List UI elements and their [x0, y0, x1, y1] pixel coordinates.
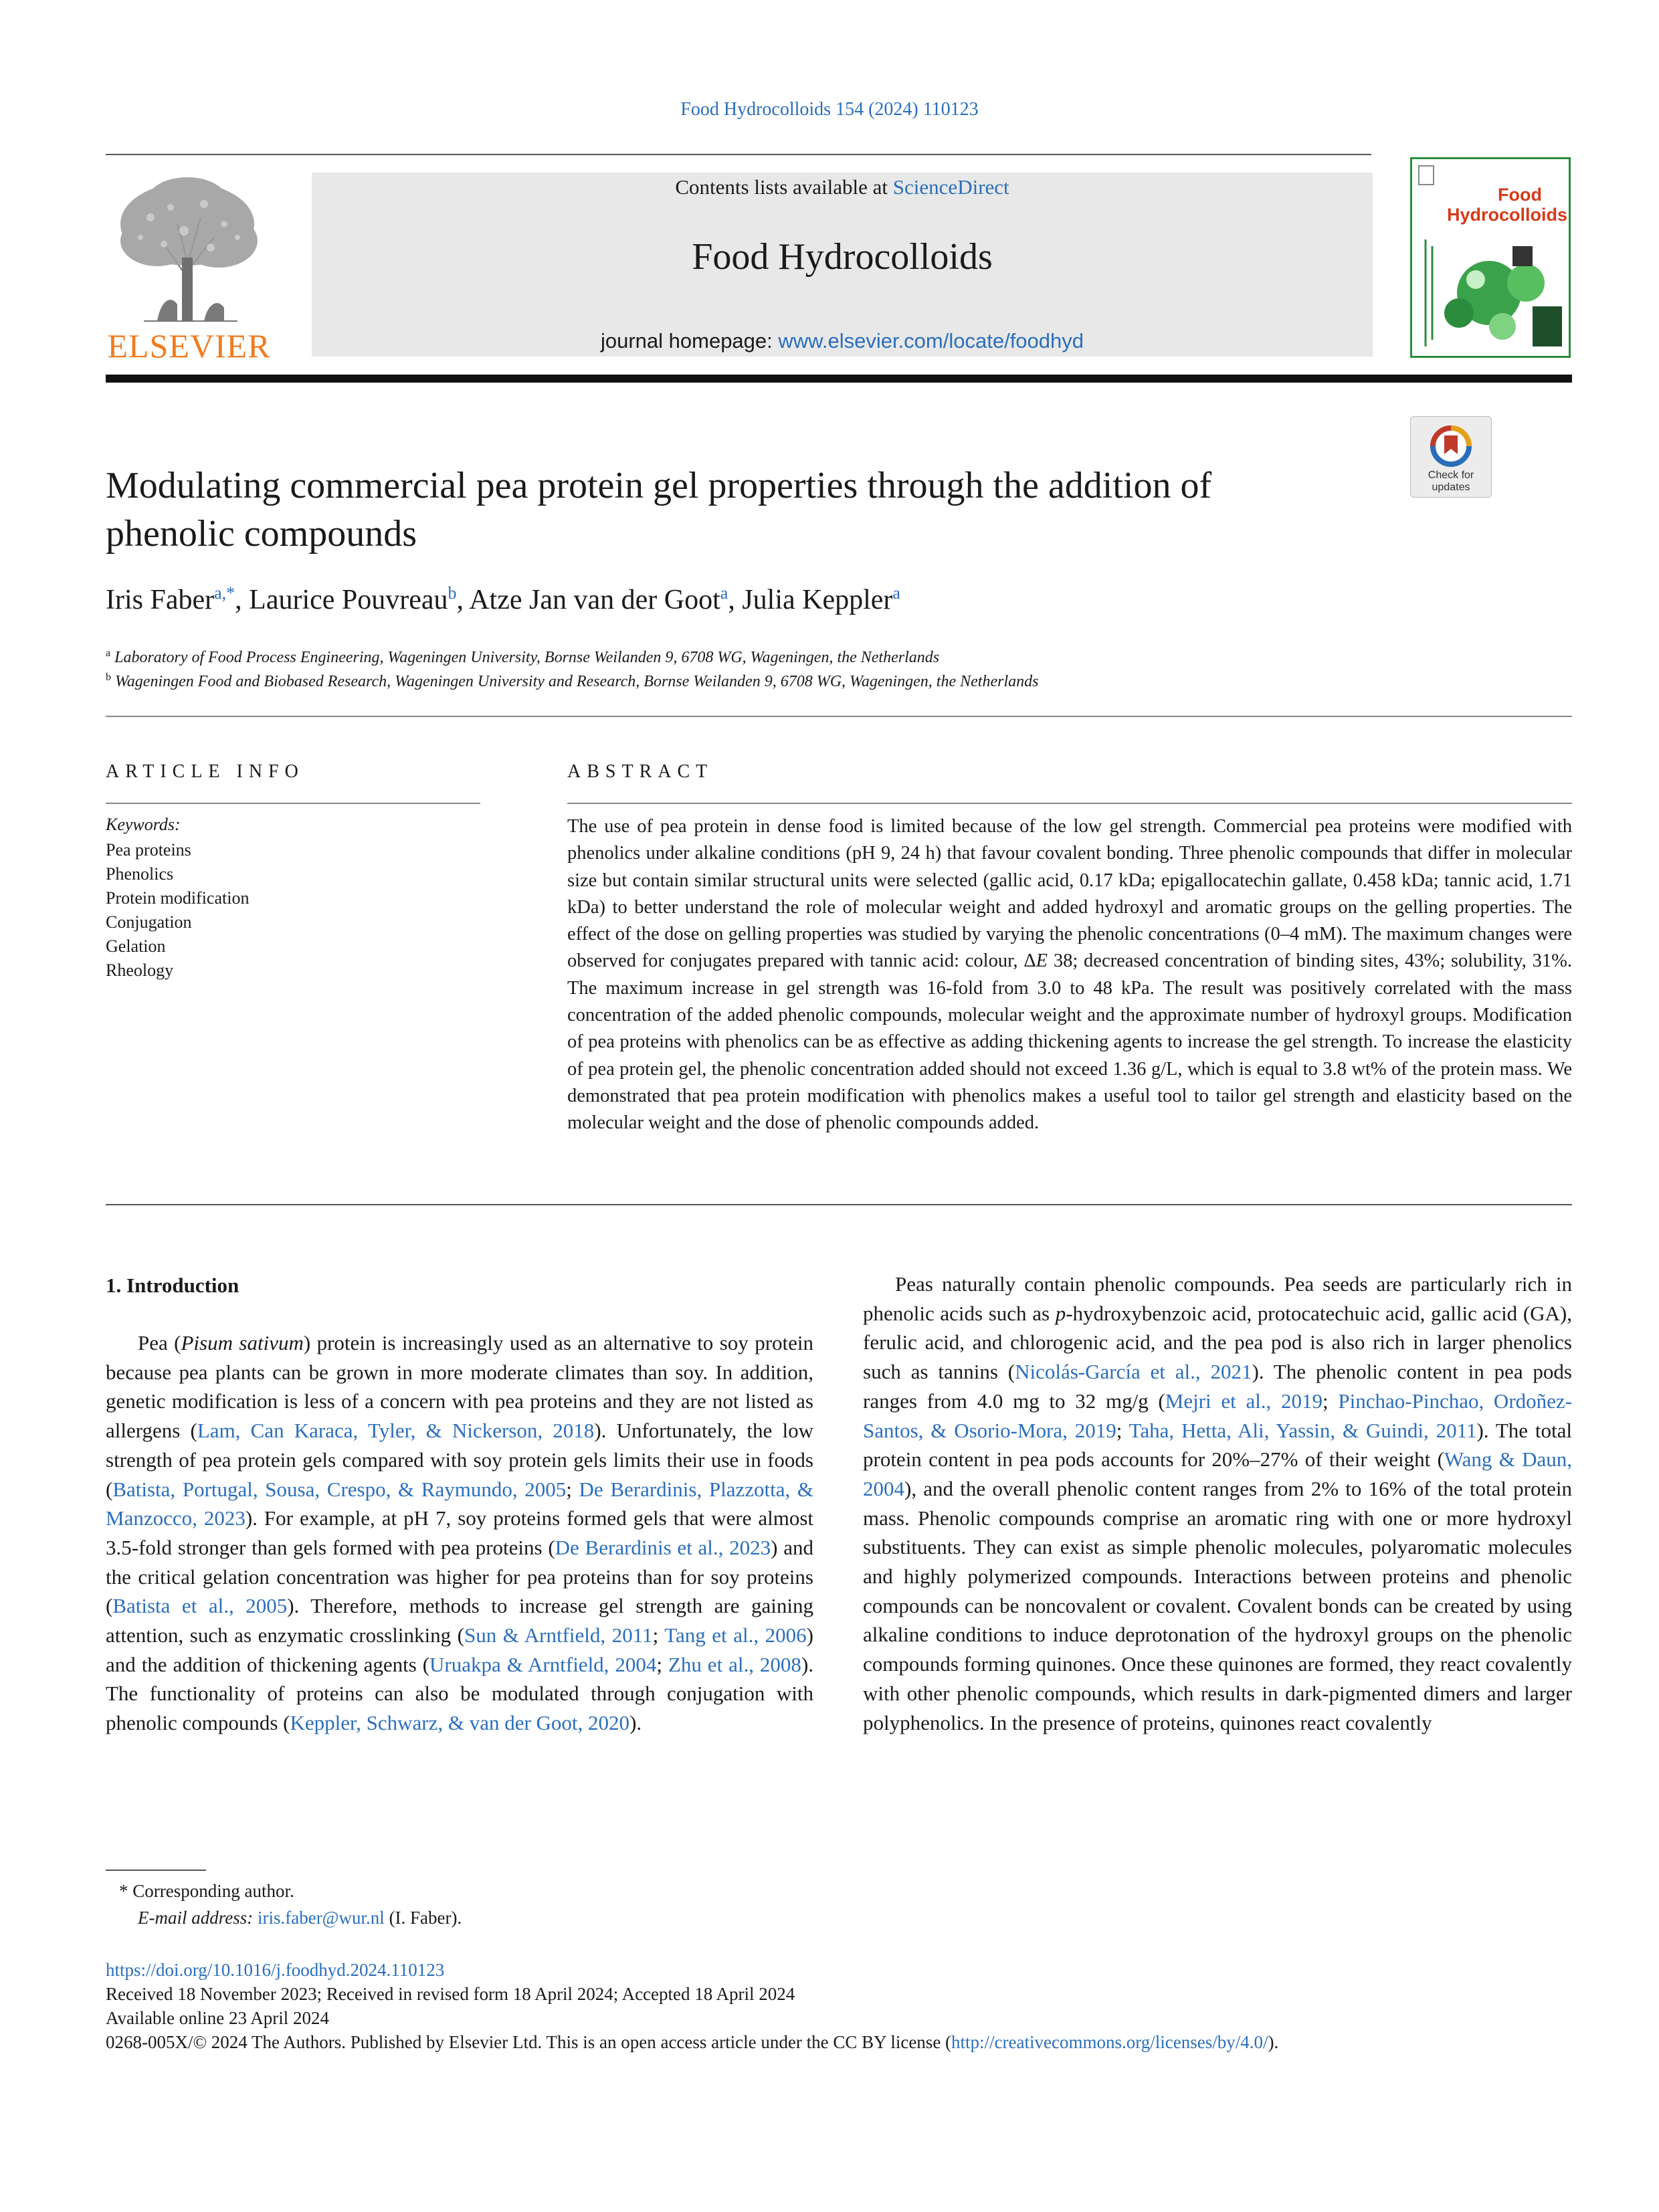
text-run: ). The total protein content in pea pods accounts for 20%–27% of their weight (: [863, 1418, 1572, 1472]
doi-link[interactable]: https://doi.org/10.1016/j.foodhyd.2024.110123: [106, 1960, 445, 1980]
citation-link[interactable]: Pinchao-Pinchao, Ordoñez-Santos, & Osorio-Mora, 2019: [863, 1389, 1572, 1442]
article-info-heading: ARTICLE INFO: [106, 761, 304, 782]
available-online-date: Available online 23 April 2024: [106, 2008, 329, 2028]
article-title-line1: Modulating commercial pea protein gel properties through the addition of: [106, 465, 1212, 506]
elsevier-wordmark: ELSEVIER: [107, 327, 271, 365]
license-link[interactable]: http://creativecommons.org/licenses/by/4.0/: [951, 2032, 1268, 2052]
keyword-item: Rheology: [106, 961, 174, 980]
email-note: [138, 1908, 462, 1928]
contents-line: [312, 175, 1373, 199]
author-affiliation-mark[interactable]: a: [892, 583, 900, 603]
text-italic: p: [1055, 1301, 1066, 1325]
text-run: ).: [629, 1711, 642, 1735]
homepage-line: [312, 329, 1373, 353]
citation-link[interactable]: Lam, Can Karaca, Tyler, & Nickerson, 2018: [197, 1419, 595, 1443]
text-run: ), and the overall phenolic content ranges from 2% to 16% of the total protein mass. Phenolic compounds comprise an aromatic ring with one or more hydroxyl substituents. They can exist as simple phenolic molecules, polyaromatic molecules and highly polymerized compounds. Interactions between proteins and phenolic compounds can be noncovalent or covalent. Covalent bonds can be created by using alkaline conditions to induce deprotonation of the hydroxyl groups on the phenolic compounds forming quinones. Once these quinones are formed, they react covalently with other phenolic compounds, which results in dark-pigmented dimers and larger polyphenolics. In the presence of proteins, quinones react covalently: [863, 1476, 1572, 1734]
text-run: ). The functionality of proteins can also be modulated through conjugation with phenolic compounds (: [106, 1652, 814, 1735]
homepage-prefix: journal homepage:: [600, 329, 779, 353]
abstract-heading: ABSTRACT: [567, 761, 714, 782]
text-run: ) protein is increasingly used as an alternative to soy protein because pea plants can be grown in more moderate climates than soy. In addition, genetic modification is less of a concern with pea proteins and they are not listed as allergens (: [106, 1331, 814, 1443]
text-italic: Pisum sativum: [181, 1331, 304, 1354]
journal-cover-thumbnail[interactable]: [1410, 157, 1571, 358]
article-title-line2: phenolic compounds: [106, 513, 417, 555]
cover-title-line2: Hydrocolloids: [1447, 205, 1568, 225]
cover-title-line1: Food: [1498, 185, 1542, 205]
affiliation-label: b: [106, 672, 111, 683]
affiliation-text: Wageningen Food and Biobased Research, Wageningen University and Research, Bornse Weilanden 9, 6708 WG, Wageningen, the Netherlands: [115, 673, 1039, 690]
text-run: ;: [652, 1623, 665, 1647]
received-dates: Received 18 November 2023; Received in revised form 18 April 2024; Accepted 18 April 2024: [106, 1984, 795, 2004]
citation-link[interactable]: Keppler, Schwarz, & van der Goot, 2020: [290, 1711, 630, 1735]
citation-link[interactable]: Batista, Portugal, Sousa, Crespo, & Raymundo, 2005: [112, 1477, 567, 1501]
homepage-link[interactable]: www.elsevier.com/locate/foodhyd: [778, 329, 1084, 353]
affiliation-text: Laboratory of Food Process Engineering, Wageningen University, Bornse Weilanden 9, 6708 WG, Wageningen, the Netherlands: [114, 649, 940, 666]
author-list: [106, 583, 1444, 616]
author-name[interactable]: , Julia Keppler: [728, 585, 893, 615]
citation-link[interactable]: Sun & Arntfield, 2011: [464, 1623, 653, 1647]
citation-link[interactable]: Zhu et al., 2008: [668, 1652, 801, 1676]
text-run: ). The phenolic content in pea pods ranges from 4.0 mg to 32 mg/g (: [863, 1360, 1572, 1413]
header-thick-rule: [106, 375, 1572, 383]
sciencedirect-link[interactable]: ScienceDirect: [892, 175, 1009, 199]
contents-prefix: Contents lists available at: [675, 175, 893, 199]
citation-link[interactable]: Wang & Daun, 2004: [863, 1447, 1572, 1500]
keyword-item: Phenolics: [106, 864, 174, 884]
text-run: -hydroxybenzoic acid, protocatechuic acid, gallic acid (GA), ferulic acid, and chlorogenic acid, and the pea pod is also rich in larger phenolics such as tannins (: [863, 1301, 1572, 1384]
email-label: E-mail address:: [138, 1908, 258, 1928]
text-run: Pea (: [138, 1331, 181, 1354]
citation-link[interactable]: Mejri et al., 2019: [1165, 1389, 1323, 1413]
article-info-rule: [106, 803, 480, 804]
email-link[interactable]: iris.faber@wur.nl: [257, 1908, 385, 1928]
text-run: Peas naturally contain phenolic compounds. Pea seeds are particularly rich in phenolic acids such as: [863, 1272, 1572, 1325]
citation-link[interactable]: De Berardinis et al., 2023: [555, 1535, 771, 1559]
abstract-italic-e: E: [1036, 950, 1048, 972]
text-run: ). For example, at pH 7, soy proteins formed gels that were almost 3.5-fold stronger than gels formed with pea proteins (: [106, 1506, 813, 1559]
author-name[interactable]: , Laurice Pouvreau: [235, 585, 448, 615]
citation-link[interactable]: Taha, Hetta, Ali, Yassin, & Guindi, 2011: [1129, 1418, 1477, 1442]
abstract-rule: [567, 803, 1572, 804]
license-prefix: 0268-005X/© 2024 The Authors. Published by Elsevier Ltd. This is an open access article under the CC BY license (: [106, 2032, 952, 2052]
check-updates-line1: Check for: [1428, 470, 1474, 481]
article-title: [106, 462, 1397, 558]
intro-heading: 1. Introduction: [106, 1274, 239, 1297]
keyword-item: Conjugation: [106, 912, 192, 932]
intro-right-column: [863, 1270, 1572, 1737]
keywords-label: Keywords:: [106, 815, 181, 834]
license-suffix: ).: [1268, 2032, 1279, 2052]
check-for-updates-button[interactable]: [1410, 416, 1492, 498]
header-rule: [106, 154, 1371, 155]
text-run: ;: [1116, 1418, 1129, 1442]
text-run: ;: [566, 1477, 579, 1501]
text-run: ) and the critical gelation concentration was higher for pea proteins than for soy proteins (: [106, 1535, 813, 1618]
email-suffix: (I. Faber).: [384, 1908, 462, 1928]
abstract-body: [567, 813, 1572, 1137]
text-run: ;: [1323, 1389, 1339, 1413]
citation-link[interactable]: Nicolás-García et al., 2021: [1015, 1360, 1252, 1384]
author-name[interactable]: , Atze Jan van der Goot: [456, 585, 720, 615]
citation-link[interactable]: Uruakpa & Arntfield, 2004: [429, 1652, 657, 1676]
keyword-item: Protein modification: [106, 888, 250, 908]
journal-title: Food Hydrocolloids: [692, 236, 993, 278]
text-run: ). Unfortunately, the low strength of pea protein gels compared with soy protein gels limits their use in foods (: [106, 1419, 814, 1501]
keyword-item: Gelation: [106, 936, 166, 956]
text-run: ). Therefore, methods to increase gel strength are gaining attention, such as enzymatic crosslinking (: [106, 1594, 813, 1647]
abstract-part1: The use of pea protein in dense food is limited because of the low gel strength. Commercial pea proteins were modified with phenolics under alkaline conditions (pH 9, 24 h) that favour covalent bonding. Three phenolic compounds that differ in molecular size but contain similar structural units were selected (gallic acid, 0.17 kDa; epigallocatechin gallate, 0.458 kDa; tannic acid, 1.71 kDa) to better understand the role of molecular weight and added hydroxyl and aromatic groups on the gelling properties. The effect of the dose on gelling properties was studied by varying the phenolic concentrations (0–4 mM). The maximum changes were observed for conjugates prepared with tannic acid: colour, Δ: [567, 816, 1572, 972]
journal-reference[interactable]: Food Hydrocolloids 154 (2024) 110123: [680, 99, 979, 120]
keyword-list: [106, 838, 249, 983]
keyword-item: Pea proteins: [106, 840, 191, 860]
author-affiliation-mark[interactable]: a,*: [214, 583, 235, 603]
author-affiliation-mark[interactable]: a: [720, 583, 728, 603]
affiliation-b: [106, 672, 1038, 691]
corresponding-author-note: * Corresponding author.: [119, 1881, 294, 1901]
section-rule: [106, 1204, 1572, 1205]
text-run: ) and the addition of thickening agents (: [106, 1623, 813, 1676]
license-line: [106, 2032, 1278, 2053]
author-name[interactable]: Iris Faber: [106, 585, 215, 615]
abstract-part2: 38; decreased concentration of binding sites, 43%; solubility, 31%. The maximum increase in gel strength was 16-fold from 3.0 to 48 kPa. The result was positively correlated with the mass concentration of the added phenolic compounds, molecular weight and the approximate number of hydroxyl groups. Modification of pea proteins with phenolics can be as effective as adding thickening agents to increase the gel strength. To increase the elasticity of pea protein gel, the phenolic concentration added should not exceed 1.36 g/L, which is equal to 3.8 wt% of the protein mass. We demonstrated that pea protein modification with phenolics makes a useful tool to tailor gel strength and elasticity based on the molecular weight and the dose of phenolic compounds added.: [567, 950, 1572, 1134]
citation-link[interactable]: Batista et al., 2005: [112, 1594, 288, 1618]
citation-link[interactable]: De Berardinis, Plazzotta, & Manzocco, 2023: [106, 1477, 813, 1530]
footnote-rule: [106, 1870, 206, 1871]
text-run: ;: [656, 1652, 668, 1676]
author-affiliation-mark[interactable]: b: [448, 583, 457, 603]
section-rule: [106, 716, 1572, 717]
affiliation-label: a: [106, 647, 111, 659]
affiliation-a: [106, 647, 939, 667]
check-updates-line2: updates: [1432, 482, 1470, 493]
intro-left-column: [106, 1328, 813, 1738]
citation-link[interactable]: Tang et al., 2006: [664, 1623, 807, 1647]
